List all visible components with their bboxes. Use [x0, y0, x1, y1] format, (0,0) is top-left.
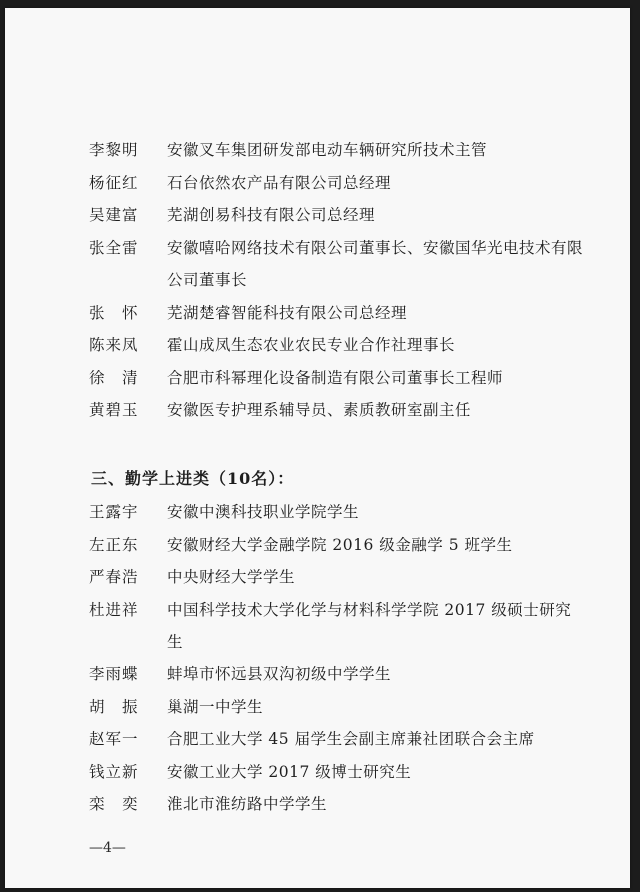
person-description: 安徽财经大学金融学院 2016 级金融学 5 班学生 — [167, 536, 513, 554]
person-description: 石台依然农产品有限公司总经理 — [167, 174, 392, 192]
person-name: 李雨蝶 — [89, 665, 139, 683]
person-description: 淮北市淮纺路中学学生 — [167, 795, 328, 813]
person-description: 安徽医专护理系辅导员、素质教研室副主任 — [167, 401, 472, 419]
person-name: 钱立新 — [89, 763, 139, 781]
person-description: 合肥市科幂理化设备制造有限公司董事长工程师 — [167, 369, 504, 387]
person-description: 霍山成凤生态农业农民专业合作社理事长 — [167, 336, 456, 354]
page-number: —4— — [89, 840, 126, 856]
person-name: 严春浩 — [89, 568, 139, 586]
person-name: 胡 振 — [89, 698, 139, 716]
person-name: 黄碧玉 — [89, 401, 139, 419]
person-name: 左正东 — [89, 536, 139, 554]
person-name: 张 怀 — [89, 304, 139, 322]
person-description: 安徽叉车集团研发部电动车辆研究所技术主管 — [167, 141, 488, 159]
document-page — [5, 8, 630, 888]
person-name: 杨征红 — [89, 174, 139, 192]
person-description: 蚌埠市怀远县双沟初级中学学生 — [167, 665, 392, 683]
person-name: 张全雷 — [89, 239, 139, 257]
person-name: 徐 清 — [89, 369, 139, 387]
person-description: 芜湖楚睿智能科技有限公司总经理 — [167, 304, 408, 322]
person-name: 李黎明 — [89, 141, 139, 159]
person-description: 安徽中澳科技职业学院学生 — [167, 503, 360, 521]
person-description: 巢湖一中学生 — [167, 698, 264, 716]
person-name: 杜进祥 — [89, 601, 139, 619]
person-description: 合肥工业大学 45 届学生会副主席兼社团联合会主席 — [167, 730, 535, 748]
person-description: 安徽工业大学 2017 级博士研究生 — [167, 763, 412, 781]
person-name: 吴建富 — [89, 206, 139, 224]
person-name: 王露宇 — [89, 503, 139, 521]
person-name: 赵军一 — [89, 730, 139, 748]
person-description: 中国科学技术大学化学与材料科学学院 2017 级硕士研究生 — [167, 601, 572, 651]
person-description: 安徽嘻哈网络技术有限公司董事长、安徽国华光电技术有限公司董事长 — [167, 239, 584, 289]
person-description: 芜湖创易科技有限公司总经理 — [167, 206, 376, 224]
person-name: 栾 奕 — [89, 795, 139, 813]
person-name: 陈来凤 — [89, 336, 139, 354]
person-description: 中央财经大学学生 — [167, 568, 296, 586]
section-heading: 三、勤学上进类（10名）： — [91, 469, 295, 488]
